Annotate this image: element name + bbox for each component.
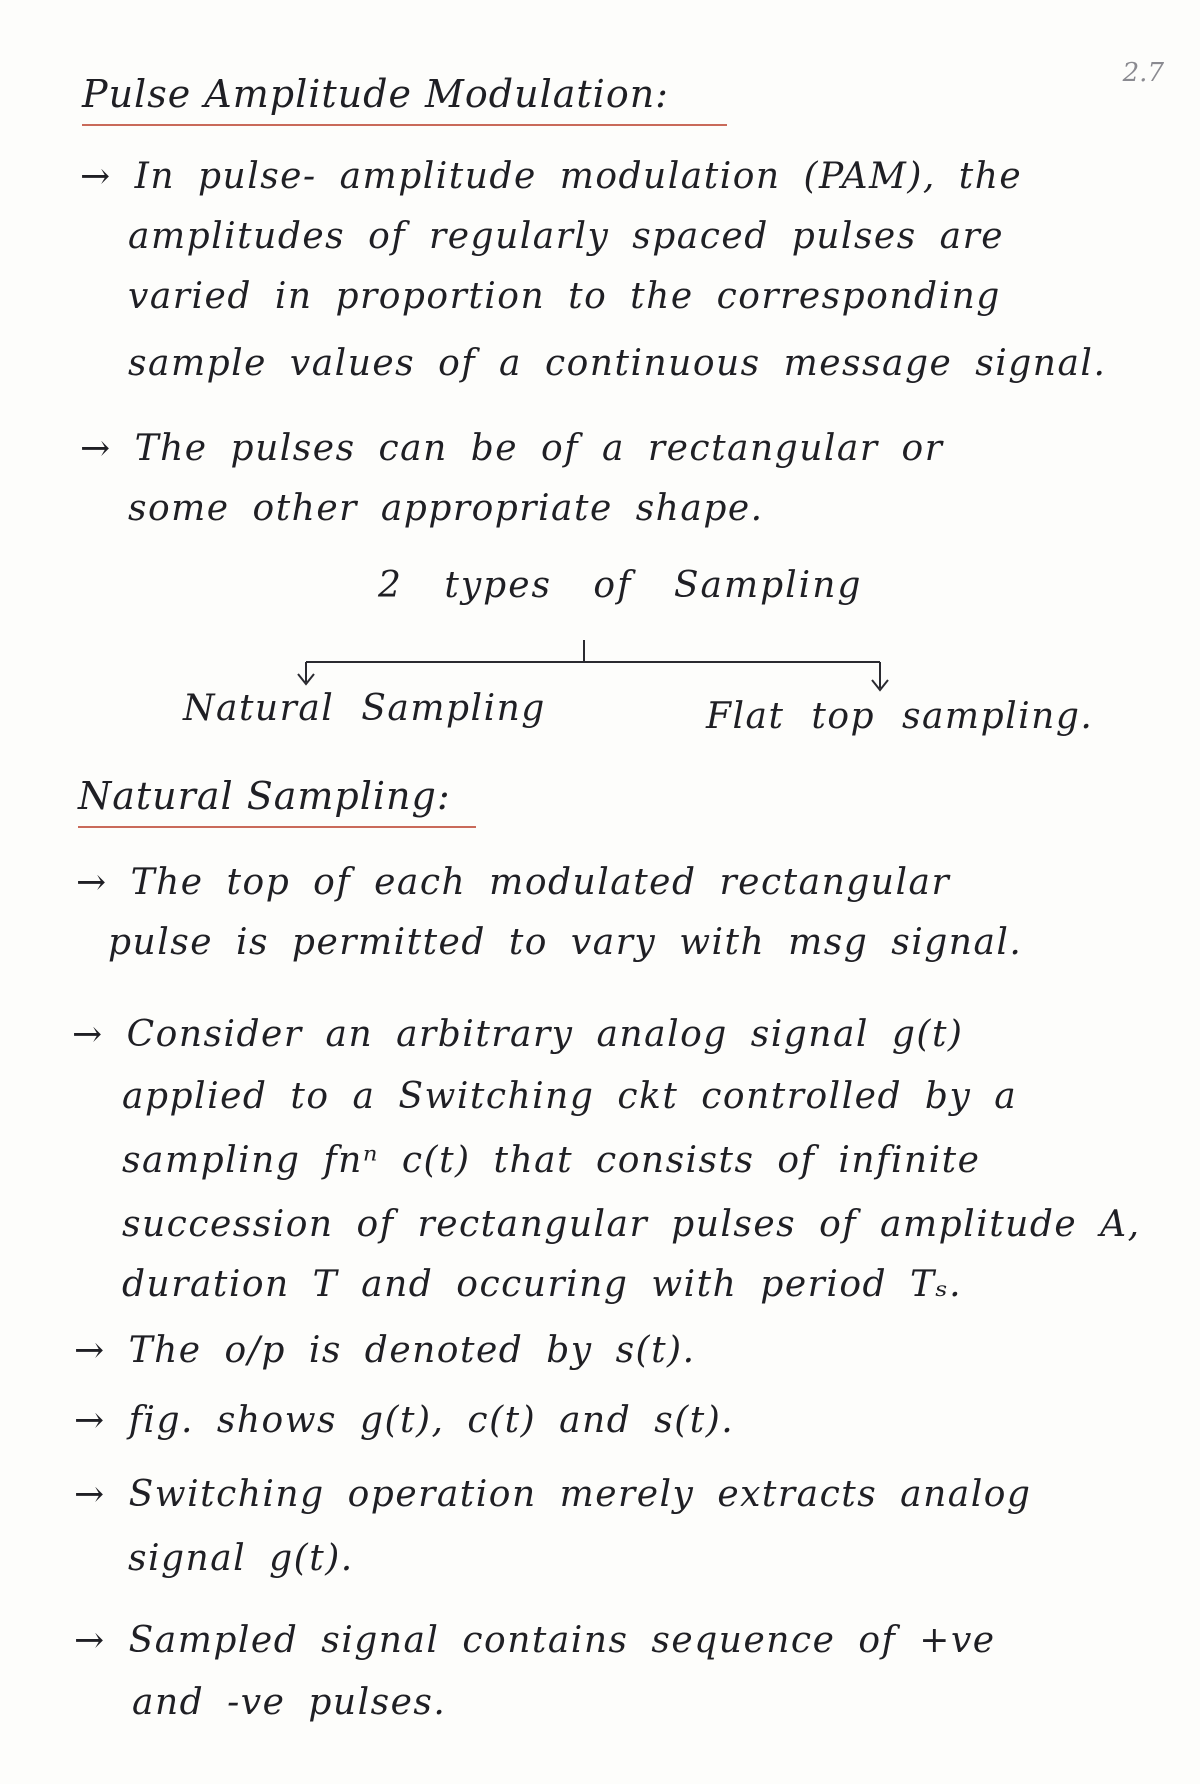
page-number: 2.7 [1122, 58, 1164, 88]
natural-line-7: duration T and occuring with period Tₛ. [122, 1264, 963, 1305]
natural-line-8: → The o/p is denoted by s(t). [74, 1330, 696, 1371]
natural-line-4: applied to a Switching ckt controlled by a [122, 1076, 1018, 1117]
natural-sampling-label: Natural Sampling [183, 688, 546, 729]
pam-line-5: → The pulses can be of a rectangular or [80, 428, 944, 469]
pam-line-3: varied in proportion to the corresponding [128, 276, 1001, 317]
pam-line-6: some other appropriate shape. [128, 488, 764, 529]
natural-line-5: sampling fnⁿ c(t) that consists of infinite [122, 1140, 981, 1181]
pam-line-4: sample values of a continuous message signal. [128, 343, 1107, 384]
natural-line-11: signal g(t). [128, 1538, 354, 1579]
heading-pam: Pulse Amplitude Modulation: [82, 72, 727, 126]
natural-line-1: → The top of each modulated rectangular [76, 862, 951, 903]
natural-line-6: succession of rectangular pulses of amplitude A, [122, 1204, 1141, 1245]
flat-top-sampling-label: Flat top sampling. [706, 696, 1094, 737]
pam-line-1: → In pulse- amplitude modulation (PAM), the [80, 156, 1023, 197]
natural-line-3: → Consider an arbitrary analog signal g(t) [72, 1014, 964, 1055]
natural-line-12: → Sampled signal contains sequence of +ve [74, 1620, 996, 1661]
pam-line-2: amplitudes of regularly spaced pulses are [128, 216, 1005, 257]
natural-line-2: pulse is permitted to vary with msg signal. [108, 922, 1023, 963]
sampling-types-title: 2 types of Sampling [378, 565, 863, 606]
natural-line-13: and -ve pulses. [132, 1682, 447, 1723]
natural-line-10: → Switching operation merely extracts analog [74, 1474, 1032, 1515]
natural-line-9: → fig. shows g(t), c(t) and s(t). [74, 1400, 735, 1441]
heading-natural-sampling: Natural Sampling: [78, 774, 476, 828]
